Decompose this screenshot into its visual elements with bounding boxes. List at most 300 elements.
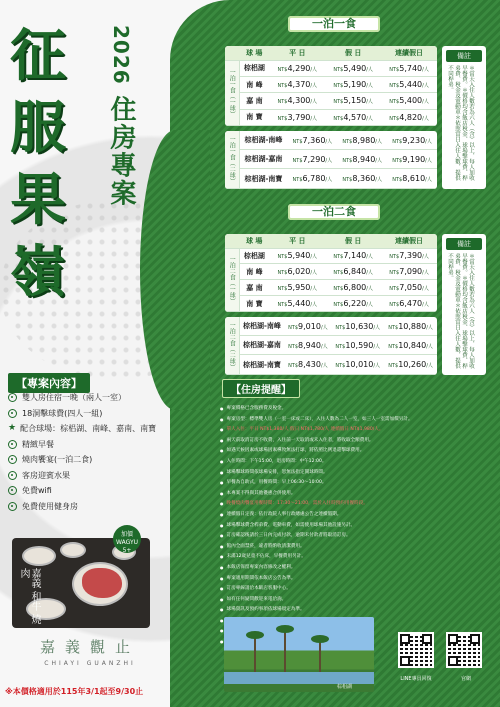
unit-suffix: /人 bbox=[310, 83, 318, 90]
price-cell bbox=[287, 169, 337, 189]
restaurant-mark: 嘉義 和牛 燒肉 bbox=[18, 568, 40, 625]
unit-suffix: /人 bbox=[422, 270, 429, 277]
unit-suffix: /人 bbox=[422, 66, 429, 73]
currency-prefix: NT$ bbox=[335, 363, 346, 370]
unit-suffix: /人 bbox=[366, 302, 373, 309]
table-row bbox=[225, 336, 437, 355]
currency-prefix: NT$ bbox=[277, 99, 288, 106]
unit-suffix: /人 bbox=[375, 177, 382, 184]
price-cell bbox=[331, 317, 384, 336]
price-value: 7,360 bbox=[302, 135, 326, 145]
validity-note: ※本價格適用於115年3/1起至9/30止 bbox=[5, 687, 144, 696]
price-cell bbox=[381, 93, 437, 109]
price-cell bbox=[269, 60, 325, 76]
currency-prefix: NT$ bbox=[277, 115, 288, 122]
price-value: 7,140 bbox=[343, 251, 367, 261]
price-value: 9,010 bbox=[298, 321, 321, 331]
unit-suffix: /人 bbox=[373, 324, 381, 331]
currency-prefix: NT$ bbox=[335, 324, 346, 331]
price-cell bbox=[387, 169, 437, 189]
golf-ball-icon bbox=[8, 471, 17, 480]
price-value: 8,610 bbox=[402, 174, 426, 184]
brand-english: CHIAYI GUANZHI bbox=[44, 660, 136, 667]
reminder-item: ● 本飯店保留專案內容修改之權利。 bbox=[220, 563, 482, 574]
currency-prefix: NT$ bbox=[389, 254, 400, 261]
group-label: 一泊一食（二球） bbox=[225, 131, 239, 189]
table-row bbox=[225, 93, 437, 109]
column-header: 假 日 bbox=[325, 234, 381, 248]
currency-prefix: NT$ bbox=[392, 157, 403, 164]
table-corner bbox=[225, 46, 239, 60]
price-cell bbox=[331, 355, 384, 375]
plan2-table-single bbox=[225, 234, 437, 312]
price-value: 4,570 bbox=[343, 112, 367, 122]
unit-suffix: /人 bbox=[373, 343, 381, 350]
title-char: 服 bbox=[10, 95, 66, 161]
qr-eye bbox=[470, 634, 480, 644]
price-cell bbox=[269, 93, 325, 109]
brand-logo bbox=[30, 636, 150, 667]
column-header: 假 日 bbox=[325, 46, 381, 60]
price-cell bbox=[269, 280, 325, 296]
reminder-item: ● 本專案不得與其他優惠合併使用。 bbox=[220, 489, 482, 500]
reminder-item: ● 晚餐燒肉饗宴用餐時間：17:30～21:00，需於入住時預約用餐時段。 bbox=[220, 499, 482, 510]
price-value: 6,840 bbox=[343, 267, 367, 277]
reminder-item: ● 如有任何疑問歡迎來電洽詢。 bbox=[220, 595, 482, 606]
currency-prefix: NT$ bbox=[389, 66, 400, 73]
course-name: 南 寶 bbox=[239, 109, 269, 125]
golf-ball-icon bbox=[8, 486, 17, 495]
unit-suffix: /人 bbox=[422, 83, 429, 90]
price-cell bbox=[325, 248, 381, 264]
currency-prefix: NT$ bbox=[333, 270, 344, 277]
unit-suffix: /人 bbox=[375, 157, 382, 164]
table-row bbox=[225, 109, 437, 125]
plan-item bbox=[8, 390, 208, 406]
reminder-heading: 【住房提醒】 bbox=[222, 379, 300, 398]
currency-prefix: NT$ bbox=[333, 286, 344, 293]
price-cell bbox=[325, 76, 381, 92]
course-name: 棕梠湖-南寶 bbox=[239, 355, 284, 375]
currency-prefix: NT$ bbox=[342, 157, 353, 164]
line-qr-label: LINE專員回復 bbox=[400, 676, 432, 682]
currency-prefix: NT$ bbox=[335, 343, 346, 350]
year: 2026 bbox=[109, 25, 133, 85]
currency-prefix: NT$ bbox=[333, 254, 344, 261]
reminder-item: ● 兩天前取消訂房不收費，入住前一天取消或未入住者，將收取全額費用。 bbox=[220, 436, 482, 447]
palm-frond bbox=[311, 635, 329, 643]
currency-prefix: NT$ bbox=[389, 99, 400, 106]
price-value: 7,390 bbox=[399, 251, 423, 261]
price-value: 4,290 bbox=[287, 63, 311, 73]
price-cell bbox=[325, 296, 381, 312]
qr-eye bbox=[400, 656, 410, 666]
unit-suffix: /人 bbox=[366, 254, 373, 261]
unit-suffix: /人 bbox=[422, 99, 429, 106]
course-name: 南 峰 bbox=[239, 76, 269, 92]
price-value: 5,440 bbox=[399, 80, 423, 90]
table-row bbox=[225, 131, 437, 150]
subtitle-text: 住房專案 bbox=[106, 95, 136, 208]
unit-suffix: /人 bbox=[422, 286, 429, 293]
column-header: 連續假日 bbox=[381, 234, 437, 248]
price-cell bbox=[337, 169, 387, 189]
table-row bbox=[225, 248, 437, 264]
qr-eye bbox=[422, 634, 432, 644]
qr-eye bbox=[400, 634, 410, 644]
course-name: 嘉 南 bbox=[239, 93, 269, 109]
qr-eye bbox=[448, 656, 458, 666]
sub-title bbox=[100, 25, 140, 208]
price-value: 9,190 bbox=[402, 154, 426, 164]
currency-prefix: NT$ bbox=[392, 177, 403, 184]
reminder-item: ● 專案適用期間依本飯店公告為準。 bbox=[220, 574, 482, 585]
plan2-title: 一泊二食 bbox=[288, 204, 380, 220]
price-value: 3,790 bbox=[287, 112, 311, 122]
currency-prefix: NT$ bbox=[288, 363, 299, 370]
price-value: 7,090 bbox=[399, 267, 423, 277]
group-label: 一泊一食（一球） bbox=[225, 60, 239, 126]
unit-suffix: /人 bbox=[425, 157, 432, 164]
currency-prefix: NT$ bbox=[388, 343, 399, 350]
currency-prefix: NT$ bbox=[389, 115, 400, 122]
unit-suffix: /人 bbox=[325, 177, 333, 184]
reminder-item: ● 早餐為自助式，用餐時間：早上06:30～10:00。 bbox=[220, 478, 482, 489]
unit-suffix: /人 bbox=[310, 115, 318, 122]
reminder-item: ● 球場資訊及預約事項依球場規定為準。 bbox=[220, 605, 482, 616]
reminder-item: ● 如遇天候因素或球場因素導致無法打球，將依照比例退還擊球費用。 bbox=[220, 446, 482, 457]
price-value: 5,190 bbox=[343, 80, 367, 90]
price-cell bbox=[381, 264, 437, 280]
plan-item bbox=[8, 421, 208, 437]
price-cell bbox=[269, 109, 325, 125]
price-value: 8,430 bbox=[298, 360, 321, 370]
unit-suffix: /人 bbox=[325, 138, 333, 145]
currency-prefix: NT$ bbox=[292, 138, 303, 145]
unit-suffix: /人 bbox=[425, 177, 432, 184]
unit-suffix: /人 bbox=[425, 138, 432, 145]
currency-prefix: NT$ bbox=[389, 286, 400, 293]
price-cell bbox=[325, 264, 381, 280]
plan1-note-title: 備註 bbox=[446, 50, 482, 62]
currency-prefix: NT$ bbox=[342, 138, 353, 145]
currency-prefix: NT$ bbox=[342, 177, 353, 184]
table-row bbox=[225, 60, 437, 76]
price-cell bbox=[381, 280, 437, 296]
price-cell bbox=[269, 76, 325, 92]
course-name: 棕梠湖 bbox=[239, 248, 269, 264]
price-value: 7,050 bbox=[399, 283, 423, 293]
reminder-list bbox=[220, 404, 482, 648]
plan2-table-double bbox=[225, 317, 437, 375]
price-cell bbox=[384, 355, 437, 375]
currency-prefix: NT$ bbox=[333, 66, 344, 73]
plan1-note bbox=[442, 46, 486, 189]
price-cell bbox=[381, 60, 437, 76]
plan-item-text: 燒肉饗宴(一泊二食) bbox=[22, 455, 93, 464]
golf-ball-icon bbox=[8, 455, 17, 464]
unit-suffix: /人 bbox=[422, 254, 429, 261]
plan-item-text: 免費使用健身房 bbox=[22, 501, 78, 511]
group-label: 一泊二食（一球） bbox=[225, 248, 239, 312]
golf-course-photo bbox=[224, 617, 374, 692]
currency-prefix: NT$ bbox=[333, 302, 344, 309]
table-row bbox=[225, 296, 437, 312]
price-cell bbox=[284, 336, 331, 355]
unit-suffix: /人 bbox=[366, 286, 373, 293]
price-value: 6,780 bbox=[302, 174, 326, 184]
table-row bbox=[225, 264, 437, 280]
price-cell bbox=[337, 150, 387, 169]
column-header: 平 日 bbox=[269, 46, 325, 60]
unit-suffix: /人 bbox=[310, 286, 318, 293]
price-cell bbox=[284, 355, 331, 375]
plan-item bbox=[8, 437, 208, 453]
currency-prefix: NT$ bbox=[277, 254, 288, 261]
reminder-item: ● 球場擊球時間依球場安排，恕無法指定開球時間。 bbox=[220, 468, 482, 479]
golf-ball-icon bbox=[8, 440, 17, 449]
price-value: 8,940 bbox=[298, 340, 321, 350]
brand-name: 嘉義觀止 bbox=[39, 638, 140, 656]
currency-prefix: NT$ bbox=[392, 138, 403, 145]
unit-suffix: /人 bbox=[375, 138, 382, 145]
reminder-item: ● 球場擊球費含桿弟費、電動車費，如需使用球場其他設施另計。 bbox=[220, 521, 482, 532]
course-name: 棕梠湖-南峰 bbox=[239, 131, 287, 150]
price-value: 5,400 bbox=[399, 96, 423, 106]
price-value: 9,230 bbox=[402, 135, 426, 145]
price-cell bbox=[381, 109, 437, 125]
palm-frond bbox=[246, 631, 264, 639]
currency-prefix: NT$ bbox=[333, 99, 344, 106]
unit-suffix: /人 bbox=[320, 363, 328, 370]
unit-suffix: /人 bbox=[426, 343, 433, 350]
grass-curve bbox=[140, 130, 210, 410]
photo-caption: 棕梠湖 bbox=[336, 684, 352, 690]
currency-prefix: NT$ bbox=[333, 83, 344, 90]
currency-prefix: NT$ bbox=[388, 363, 399, 370]
plan-heading: 【專案內容】 bbox=[8, 373, 90, 393]
course-name: 嘉 南 bbox=[239, 280, 269, 296]
unit-suffix: /人 bbox=[310, 66, 318, 73]
course-name: 南 峰 bbox=[239, 264, 269, 280]
course-name: 南 寶 bbox=[239, 296, 269, 312]
currency-prefix: NT$ bbox=[288, 324, 299, 331]
price-value: 5,940 bbox=[287, 251, 311, 261]
currency-prefix: NT$ bbox=[388, 324, 399, 331]
plan2-note-title: 備註 bbox=[446, 238, 482, 250]
price-value: 10,630 bbox=[345, 321, 374, 331]
table-row bbox=[225, 169, 437, 189]
column-header: 連續假日 bbox=[381, 46, 437, 60]
price-cell bbox=[381, 76, 437, 92]
unit-suffix: /人 bbox=[426, 324, 433, 331]
unit-suffix: /人 bbox=[366, 270, 373, 277]
price-cell bbox=[325, 93, 381, 109]
website-qr-code[interactable] bbox=[446, 632, 482, 668]
star-icon: ★ bbox=[8, 423, 17, 433]
currency-prefix: NT$ bbox=[389, 270, 400, 277]
price-cell bbox=[284, 317, 331, 336]
plan2-note bbox=[442, 234, 486, 375]
price-value: 5,440 bbox=[287, 299, 311, 309]
plan-item-text: 精緻早餐 bbox=[22, 439, 54, 449]
price-cell bbox=[269, 264, 325, 280]
price-cell bbox=[325, 109, 381, 125]
price-value: 6,020 bbox=[287, 267, 311, 277]
plan1-note-body: ＊當天入住人數若為六人（含）以上，每人加收早餐費。＊價格均含飯店稅金、球場擊球費、桿弟費、稅金及電動車＊依照當日入住人數，提供不同桿弟。 bbox=[447, 65, 474, 181]
price-value: 6,470 bbox=[399, 299, 423, 309]
price-value: 10,840 bbox=[398, 340, 427, 350]
price-value: 4,820 bbox=[399, 112, 423, 122]
reminder-item: ● 單人入住：平日 NT$1,380/人 假日 NT$1,780/人 連續假日 NT$1,980/人。 bbox=[220, 425, 482, 436]
plan-item-text: 客房迎賓水果 bbox=[22, 470, 70, 480]
title-char: 嶺 bbox=[10, 239, 66, 305]
unit-suffix: /人 bbox=[325, 157, 333, 164]
plan-items bbox=[8, 390, 208, 514]
price-value: 10,260 bbox=[398, 360, 427, 370]
price-value: 5,150 bbox=[343, 96, 367, 106]
price-value: 10,010 bbox=[345, 360, 374, 370]
price-cell bbox=[331, 336, 384, 355]
price-cell bbox=[384, 336, 437, 355]
wagyu-meat bbox=[82, 568, 122, 598]
reminder-item: ● 訂房專線請洽本飯店客服中心。 bbox=[220, 584, 482, 595]
price-value: 7,290 bbox=[302, 154, 326, 164]
price-cell bbox=[325, 60, 381, 76]
price-value: 5,950 bbox=[287, 283, 311, 293]
main-title bbox=[10, 20, 90, 308]
group-label: 一泊二食（二球） bbox=[225, 317, 239, 375]
column-header: 平 日 bbox=[269, 234, 325, 248]
price-value: 8,940 bbox=[352, 154, 376, 164]
plan-item-text: 配合球場：棕梠湖、南峰、嘉南、南寶 bbox=[20, 424, 157, 433]
unit-suffix: /人 bbox=[366, 115, 373, 122]
table-row bbox=[225, 76, 437, 92]
currency-prefix: NT$ bbox=[277, 270, 288, 277]
currency-prefix: NT$ bbox=[288, 343, 299, 350]
price-value: 5,490 bbox=[343, 63, 367, 73]
course-name: 棕梠湖-南峰 bbox=[239, 317, 284, 336]
table-row bbox=[225, 355, 437, 375]
price-value: 5,740 bbox=[399, 63, 423, 73]
reminder-item: ● 專案房型：標準雙人房（一室一床或二床），入住人數為二人一室，如三人一室需加價另計。 bbox=[220, 415, 482, 426]
currency-prefix: NT$ bbox=[277, 66, 288, 73]
price-value: 10,880 bbox=[398, 321, 427, 331]
price-cell bbox=[381, 296, 437, 312]
price-cell bbox=[325, 280, 381, 296]
course-name: 棕梠湖-南寶 bbox=[239, 169, 287, 189]
table-row bbox=[225, 150, 437, 169]
price-value: 6,220 bbox=[343, 299, 367, 309]
currency-prefix: NT$ bbox=[292, 157, 303, 164]
price-value: 10,590 bbox=[345, 340, 374, 350]
unit-suffix: /人 bbox=[310, 302, 318, 309]
golf-ball-icon bbox=[8, 393, 17, 402]
price-value: 8,360 bbox=[352, 174, 376, 184]
plan2-note-body: ＊當天入住人數若為六人（含）以上，每人加收早餐費。＊價格均含飯店稅金、球場擊球費、桿弟費、稅金及電動車＊依照當日入住人數，提供不同桿弟。 bbox=[447, 253, 474, 369]
currency-prefix: NT$ bbox=[277, 302, 288, 309]
plan-item bbox=[8, 406, 208, 422]
table-row bbox=[225, 317, 437, 336]
price-value: 4,370 bbox=[287, 80, 311, 90]
plan-item-text: 雙人房住宿一晚（兩人一室） bbox=[22, 393, 126, 402]
unit-suffix: /人 bbox=[310, 270, 318, 277]
plan-item-text: 免費wifi bbox=[22, 486, 52, 495]
reminder-item: ● 入住時間：下午15:00，退房時間：中午12:00。 bbox=[220, 457, 482, 468]
unit-suffix: /人 bbox=[366, 99, 373, 106]
price-value: 6,800 bbox=[343, 283, 367, 293]
unit-suffix: /人 bbox=[422, 302, 429, 309]
unit-suffix: /人 bbox=[426, 363, 433, 370]
currency-prefix: NT$ bbox=[389, 302, 400, 309]
line-qr-code[interactable] bbox=[398, 632, 434, 668]
price-cell bbox=[269, 296, 325, 312]
table-corner bbox=[225, 234, 239, 248]
course-name: 棕梠湖 bbox=[239, 60, 269, 76]
qr-eye bbox=[448, 634, 458, 644]
reminder-item: ● 訂房確認後請於三日內完成付款，逾期未付款者將取消訂房。 bbox=[220, 531, 482, 542]
price-cell bbox=[384, 317, 437, 336]
unit-suffix: /人 bbox=[366, 83, 373, 90]
plan1-table-single bbox=[225, 46, 437, 126]
price-cell bbox=[287, 150, 337, 169]
plan1-title: 一泊一食 bbox=[288, 16, 380, 32]
title-char: 征 bbox=[10, 23, 66, 89]
unit-suffix: /人 bbox=[320, 324, 328, 331]
reminder-item: ● 連續假日定義：依行政院人事行政總處公告之連續假期。 bbox=[220, 510, 482, 521]
price-value: 8,980 bbox=[352, 135, 376, 145]
price-cell bbox=[337, 131, 387, 150]
unit-suffix: /人 bbox=[320, 343, 328, 350]
price-cell bbox=[269, 248, 325, 264]
side-dish-plate bbox=[22, 546, 56, 566]
unit-suffix: /人 bbox=[310, 254, 318, 261]
price-cell bbox=[387, 150, 437, 169]
price-cell bbox=[381, 248, 437, 264]
reminder-item: ● 專案價格已含服務費及稅金。 bbox=[220, 404, 482, 415]
wagyu-badge: 加價 WAGYU 5+ bbox=[113, 525, 141, 553]
price-cell bbox=[387, 131, 437, 150]
plan1-table-double bbox=[225, 131, 437, 189]
unit-suffix: /人 bbox=[373, 363, 381, 370]
table-row bbox=[225, 280, 437, 296]
column-header: 球 場 bbox=[239, 234, 269, 248]
price-value: 4,300 bbox=[287, 96, 311, 106]
palm-frond bbox=[276, 625, 294, 633]
plan-item bbox=[8, 452, 208, 468]
golf-ball-icon bbox=[8, 409, 17, 418]
currency-prefix: NT$ bbox=[389, 83, 400, 90]
column-header: 球 場 bbox=[239, 46, 269, 60]
currency-prefix: NT$ bbox=[333, 115, 344, 122]
plan-item-text: 18洞擊球費(四人一組) bbox=[22, 408, 103, 418]
golf-ball-icon bbox=[8, 502, 17, 511]
course-name: 棕梠湖-嘉南 bbox=[239, 150, 287, 169]
unit-suffix: /人 bbox=[422, 115, 429, 122]
unit-suffix: /人 bbox=[310, 99, 318, 106]
website-qr-label: 官網 bbox=[460, 676, 471, 682]
plan-item bbox=[8, 468, 208, 484]
plan-item bbox=[8, 499, 208, 515]
side-dish-plate bbox=[60, 542, 86, 558]
currency-prefix: NT$ bbox=[277, 83, 288, 90]
price-cell bbox=[287, 131, 337, 150]
course-name: 棕梠湖-嘉南 bbox=[239, 336, 284, 355]
currency-prefix: NT$ bbox=[277, 286, 288, 293]
reminder-item: ● 未滿12歲兒童不佔床，早餐費用另計。 bbox=[220, 552, 482, 563]
plan-item bbox=[8, 483, 208, 499]
unit-suffix: /人 bbox=[366, 66, 373, 73]
